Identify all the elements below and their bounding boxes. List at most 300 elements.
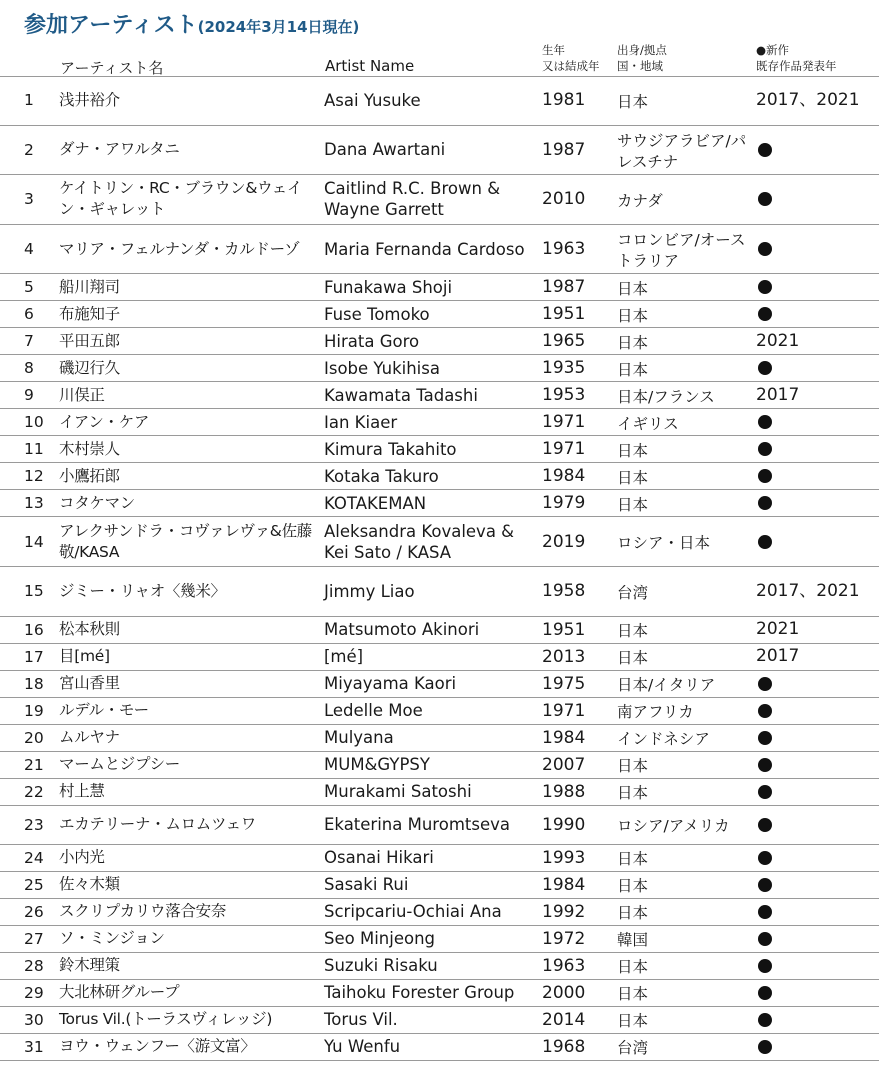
artist-origin <box>617 725 753 751</box>
artist-number-text: 2 <box>24 140 34 159</box>
artist-name-en-text: [mé] <box>324 647 364 667</box>
artist-name-en <box>324 355 538 381</box>
artist-number-text: 31 <box>24 1037 44 1056</box>
artist-year <box>542 225 612 274</box>
artist-name-jp-text: スクリプカリウ落合安奈 <box>59 902 227 921</box>
artist-number-text: 13 <box>24 494 44 513</box>
artist-year-text: 1990 <box>542 814 586 835</box>
artist-name-en <box>324 1034 538 1060</box>
artist-number <box>24 76 50 125</box>
artist-name-jp-text: 目[mé] <box>59 647 110 666</box>
artist-work-text: 2017、2021 <box>756 89 860 110</box>
artist-origin <box>617 872 753 898</box>
artist-origin-text: 日本 <box>617 784 649 803</box>
artist-name-jp <box>59 409 321 435</box>
artist-origin-text: ロシア/アメリカ <box>617 817 730 836</box>
header-name-en: Artist Name <box>325 57 415 75</box>
artist-year-text: 1972 <box>542 928 586 949</box>
artist-name-jp <box>59 779 321 805</box>
artist-year-text: 1951 <box>542 619 586 640</box>
artist-origin <box>617 409 753 435</box>
artist-year <box>542 463 612 489</box>
artist-name-en-text: Ledelle Moe <box>324 701 423 721</box>
artist-name-jp-text: 川俣正 <box>59 385 105 404</box>
artist-name-en <box>324 926 538 952</box>
artist-origin <box>617 1034 753 1060</box>
artist-name-en <box>324 301 538 327</box>
artist-name-en-text: Isobe Yukihisa <box>324 358 440 378</box>
artist-origin <box>617 1007 753 1033</box>
artist-year-text: 1992 <box>542 901 586 922</box>
artist-name-en-text: Osanai Hikari <box>324 848 434 868</box>
artist-origin-text: 日本 <box>617 850 649 869</box>
artist-name-en <box>324 698 538 724</box>
artist-name-jp <box>59 926 321 952</box>
artist-number-text: 21 <box>24 755 44 774</box>
artist-origin <box>617 301 753 327</box>
artist-year-text: 2007 <box>542 754 586 775</box>
artist-origin <box>617 382 753 408</box>
artist-work <box>756 671 874 697</box>
artist-name-jp-text: 木村崇人 <box>59 439 120 458</box>
artist-year <box>542 926 612 952</box>
artist-name-en <box>324 752 538 778</box>
artist-year <box>542 76 612 125</box>
artist-name-jp <box>59 617 321 643</box>
artist-name-jp <box>59 436 321 462</box>
artist-name-en-text: KOTAKEMAN <box>324 493 427 513</box>
artist-origin <box>617 490 753 516</box>
artist-name-en-text: Caitlind R.C. Brown & Wayne Garrett <box>324 179 501 220</box>
artist-number-text: 28 <box>24 956 44 975</box>
header-work-line2: 既存作品発表年 <box>756 59 837 73</box>
artist-number-text: 15 <box>24 582 44 601</box>
artist-number-text: 30 <box>24 1010 44 1029</box>
artist-origin <box>617 980 753 1006</box>
table-row <box>0 845 879 872</box>
artist-origin-text: カナダ <box>617 191 663 210</box>
artist-number <box>24 671 50 697</box>
artist-name-jp-text: 船川翔司 <box>59 277 120 296</box>
artist-year <box>542 845 612 871</box>
artist-year-text: 1963 <box>542 955 586 976</box>
table-row <box>0 872 879 899</box>
artist-origin-text: 日本/フランス <box>617 387 715 406</box>
table-row <box>0 175 879 225</box>
artist-origin-text: ロシア・日本 <box>617 534 711 553</box>
artist-name-en <box>324 980 538 1006</box>
artist-name-jp-text: ヨウ・ウェンフー〈游文富〉 <box>59 1037 256 1056</box>
artist-number <box>24 409 50 435</box>
artist-origin <box>617 806 753 844</box>
artist-number-text: 23 <box>24 815 44 834</box>
artist-name-en-text: Kimura Takahito <box>324 439 457 459</box>
artist-number <box>24 926 50 952</box>
table-row <box>0 1034 879 1061</box>
artist-name-en <box>324 872 538 898</box>
artist-year-text: 1975 <box>542 673 586 694</box>
new-work-dot-icon <box>758 731 772 745</box>
artist-year <box>542 899 612 925</box>
artist-number <box>24 617 50 643</box>
table-row <box>0 752 879 779</box>
new-work-dot-icon <box>758 361 772 375</box>
artist-name-en <box>324 436 538 462</box>
artist-year <box>542 725 612 751</box>
table-row <box>0 382 879 409</box>
artist-number-text: 14 <box>24 532 44 551</box>
artist-origin <box>617 617 753 643</box>
artist-origin <box>617 698 753 724</box>
artist-number <box>24 328 50 354</box>
artist-work-text: 2021 <box>756 330 800 351</box>
artist-year <box>542 671 612 697</box>
artist-number <box>24 872 50 898</box>
artist-number <box>24 382 50 408</box>
artist-name-en-text: Jimmy Liao <box>324 581 415 601</box>
artist-work-text: 2021 <box>756 619 800 640</box>
artist-origin-text: 日本 <box>617 360 649 379</box>
artist-name-en-text: Ekaterina Muromtseva <box>324 815 510 835</box>
new-work-dot-icon <box>758 143 772 157</box>
artist-name-jp <box>59 328 321 354</box>
artist-origin <box>617 953 753 979</box>
artist-name-en <box>324 806 538 844</box>
artist-number <box>24 899 50 925</box>
artist-name-en <box>324 517 538 566</box>
artist-origin <box>617 175 753 224</box>
artist-name-jp-text: コタケマン <box>59 493 136 512</box>
artist-name-jp <box>59 175 321 224</box>
artist-name-jp-text: アレクサンドラ・コヴァレヴァ&佐藤敬/KASA <box>59 521 312 561</box>
table-row <box>0 1007 879 1034</box>
artist-origin <box>617 76 753 125</box>
table-row <box>0 980 879 1007</box>
artist-name-en <box>324 899 538 925</box>
artist-name-jp-text: エカテリーナ・ムロムツェワ <box>59 815 256 834</box>
artist-number <box>24 1007 50 1033</box>
new-work-dot-icon <box>758 415 772 429</box>
artist-name-jp <box>59 980 321 1006</box>
artist-name-en-text: Mulyana <box>324 728 394 748</box>
artist-number-text: 6 <box>24 305 34 324</box>
artist-name-jp <box>59 671 321 697</box>
new-work-dot-icon <box>758 677 772 691</box>
new-work-dot-icon <box>758 785 772 799</box>
artist-name-jp <box>59 1007 321 1033</box>
artist-name-jp <box>59 899 321 925</box>
artist-name-en-text: Ian Kiaer <box>324 412 398 432</box>
artist-number-text: 29 <box>24 983 44 1002</box>
new-work-dot-icon <box>758 535 772 549</box>
artist-year-text: 1987 <box>542 139 586 160</box>
table-row <box>0 436 879 463</box>
artist-origin <box>617 644 753 670</box>
artist-number-text: 12 <box>24 467 44 486</box>
artist-year-text: 1971 <box>542 412 586 433</box>
artist-name-en-text: Yu Wenfu <box>324 1037 401 1057</box>
artist-origin <box>617 328 753 354</box>
artist-origin <box>617 926 753 952</box>
new-work-dot-icon <box>758 758 772 772</box>
artist-name-jp-text: 鈴木理策 <box>59 956 120 975</box>
artist-origin-text: 日本 <box>617 757 649 776</box>
artist-number-text: 10 <box>24 413 44 432</box>
artist-name-jp <box>59 1034 321 1060</box>
artist-name-en <box>324 779 538 805</box>
artist-name-jp-text: ソ・ミンジョン <box>59 929 165 948</box>
artist-number-text: 5 <box>24 278 34 297</box>
artist-origin-text: 日本 <box>617 877 649 896</box>
new-work-dot-icon <box>758 704 772 718</box>
artist-number-text: 26 <box>24 902 44 921</box>
table-row <box>0 644 879 671</box>
artist-year <box>542 1007 612 1033</box>
artist-name-en-text: Matsumoto Akinori <box>324 620 480 640</box>
new-work-dot-icon <box>758 242 772 256</box>
artist-number <box>24 752 50 778</box>
artist-year-text: 1981 <box>542 90 586 111</box>
header-year-line1: 生年 <box>542 43 565 57</box>
artist-year <box>542 698 612 724</box>
artist-number <box>24 463 50 489</box>
table-row <box>0 517 879 567</box>
artist-year <box>542 644 612 670</box>
artist-origin <box>617 671 753 697</box>
artist-name-en-text: Maria Fernanda Cardoso <box>324 239 525 259</box>
artist-number-text: 7 <box>24 332 34 351</box>
artist-number-text: 1 <box>24 91 34 110</box>
artist-origin <box>617 463 753 489</box>
artist-year <box>542 617 612 643</box>
artist-name-jp <box>59 382 321 408</box>
artist-name-jp-text: ムルヤナ <box>59 728 120 747</box>
artist-work <box>756 355 874 381</box>
artist-number-text: 17 <box>24 647 44 666</box>
artist-name-en <box>324 76 538 125</box>
artist-year-text: 2013 <box>542 646 586 667</box>
artist-name-jp <box>59 355 321 381</box>
new-work-dot-icon <box>758 932 772 946</box>
artist-number <box>24 225 50 274</box>
artist-work <box>756 725 874 751</box>
artist-name-jp <box>59 698 321 724</box>
artist-name-en <box>324 567 538 616</box>
artist-year <box>542 953 612 979</box>
artist-name-jp-text: イアン・ケア <box>59 412 150 431</box>
artist-year-text: 1984 <box>542 727 586 748</box>
artist-work-text: 2017、2021 <box>756 580 860 601</box>
artist-number-text: 3 <box>24 190 34 209</box>
artist-origin <box>617 355 753 381</box>
new-work-dot-icon <box>758 442 772 456</box>
artist-year <box>542 355 612 381</box>
artist-number <box>24 517 50 566</box>
artist-origin-text: イギリス <box>617 414 679 433</box>
artist-number-text: 19 <box>24 701 44 720</box>
artist-name-jp <box>59 806 321 844</box>
artist-origin <box>617 517 753 566</box>
table-row <box>0 355 879 382</box>
artist-number-text: 24 <box>24 848 44 867</box>
artist-year <box>542 806 612 844</box>
artist-year-text: 2000 <box>542 982 586 1003</box>
artist-name-jp <box>59 225 321 274</box>
artist-number <box>24 126 50 175</box>
artist-number-text: 9 <box>24 386 34 405</box>
artist-name-en-text: Murakami Satoshi <box>324 782 472 802</box>
artist-year-text: 1971 <box>542 439 586 460</box>
artist-number <box>24 980 50 1006</box>
artist-work <box>756 463 874 489</box>
title-main: 参加アーティスト <box>24 13 198 38</box>
artist-number <box>24 175 50 224</box>
artist-number-text: 4 <box>24 240 34 259</box>
artist-origin-text: 日本 <box>617 333 649 352</box>
artist-year <box>542 436 612 462</box>
artist-name-jp-text: 松本秋則 <box>59 620 120 639</box>
artist-year <box>542 1034 612 1060</box>
artist-number <box>24 490 50 516</box>
artist-origin-text: 日本 <box>617 441 649 460</box>
artist-year-text: 1968 <box>542 1036 586 1057</box>
artist-name-jp <box>59 76 321 125</box>
artist-name-jp-text: 大北林研グループ <box>59 983 180 1002</box>
table-row <box>0 76 879 126</box>
artist-year <box>542 409 612 435</box>
artist-year <box>542 328 612 354</box>
artist-work <box>756 953 874 979</box>
artist-origin <box>617 126 753 175</box>
artist-name-en <box>324 175 538 224</box>
artist-work <box>756 926 874 952</box>
artist-name-en-text: Sasaki Rui <box>324 875 409 895</box>
artist-origin-text: 日本 <box>617 279 649 298</box>
artist-name-en <box>324 274 538 300</box>
artist-work <box>756 76 874 125</box>
artist-origin-text: 日本 <box>617 649 649 668</box>
artist-number <box>24 698 50 724</box>
new-work-dot-icon <box>758 1013 772 1027</box>
artist-name-en <box>324 382 538 408</box>
artist-year <box>542 382 612 408</box>
artist-number-text: 8 <box>24 359 34 378</box>
artist-origin-text: 南アフリカ <box>617 703 694 722</box>
artist-name-en <box>324 617 538 643</box>
artist-origin-text: 日本 <box>617 306 649 325</box>
artist-origin-text: 日本 <box>617 958 649 977</box>
new-work-dot-icon <box>758 818 772 832</box>
artist-number <box>24 806 50 844</box>
artist-number <box>24 1034 50 1060</box>
artist-name-jp-text: 平田五郎 <box>59 331 120 350</box>
artist-work <box>756 126 874 175</box>
artist-name-en-text: Suzuki Risaku <box>324 956 438 976</box>
header-work-line1: ●新作 <box>756 43 790 57</box>
artist-year <box>542 752 612 778</box>
artist-origin <box>617 274 753 300</box>
artist-origin-text: 日本 <box>617 468 649 487</box>
new-work-dot-icon <box>758 307 772 321</box>
artist-origin <box>617 845 753 871</box>
artist-origin-text: 台湾 <box>617 583 649 602</box>
artist-work <box>756 490 874 516</box>
artist-work-text: 2017 <box>756 384 800 405</box>
artist-work <box>756 567 874 616</box>
artist-year-text: 1935 <box>542 358 586 379</box>
artist-name-jp <box>59 274 321 300</box>
artist-year-text: 1984 <box>542 874 586 895</box>
artist-name-en <box>324 845 538 871</box>
artist-year-text: 1993 <box>542 847 586 868</box>
artist-name-jp <box>59 872 321 898</box>
artist-work-text: 2017 <box>756 646 800 667</box>
new-work-dot-icon <box>758 851 772 865</box>
artist-number <box>24 567 50 616</box>
artist-name-jp-text: 磯辺行久 <box>59 358 120 377</box>
artist-name-jp-text: ジミー・リャオ〈幾米〉 <box>59 581 226 600</box>
artist-name-jp <box>59 126 321 175</box>
artist-name-en <box>324 490 538 516</box>
artist-origin-text: 日本 <box>617 622 649 641</box>
artist-work <box>756 872 874 898</box>
artist-work <box>756 328 874 354</box>
artist-origin-text: 日本/イタリア <box>617 676 716 695</box>
artist-work <box>756 225 874 274</box>
artist-origin-text: 韓国 <box>617 931 649 950</box>
new-work-dot-icon <box>758 1040 772 1054</box>
artist-year-text: 2019 <box>542 531 586 552</box>
page-title <box>24 8 359 39</box>
artist-name-jp <box>59 517 321 566</box>
artist-year <box>542 490 612 516</box>
artist-name-jp-text: マームとジプシー <box>59 755 180 774</box>
artist-work <box>756 617 874 643</box>
artist-name-en-text: Torus Vil. <box>324 1010 398 1030</box>
artist-number <box>24 355 50 381</box>
artist-name-en <box>324 328 538 354</box>
header-year <box>542 42 600 74</box>
artist-work <box>756 698 874 724</box>
artist-name-en-text: Taihoku Forester Group <box>324 983 515 1003</box>
table-row <box>0 725 879 752</box>
artist-work <box>756 274 874 300</box>
table-row <box>0 671 879 698</box>
artist-work <box>756 1034 874 1060</box>
artist-name-jp <box>59 845 321 871</box>
artist-work <box>756 845 874 871</box>
artist-name-en <box>324 225 538 274</box>
artist-year-text: 1963 <box>542 239 586 260</box>
table-header <box>0 40 879 77</box>
artist-name-en <box>324 644 538 670</box>
table-row <box>0 126 879 176</box>
artist-work <box>756 436 874 462</box>
artist-name-jp-text: 村上慧 <box>59 782 105 801</box>
new-work-dot-icon <box>758 192 772 206</box>
artist-work <box>756 752 874 778</box>
artist-name-jp-text: ケイトリン・RC・ブラウン&ウェイン・ギャレット <box>59 179 303 219</box>
artist-name-en-text: Kawamata Tadashi <box>324 385 478 405</box>
table-row <box>0 698 879 725</box>
table-row <box>0 617 879 644</box>
artist-name-en <box>324 671 538 697</box>
table-row <box>0 490 879 517</box>
artist-name-en <box>324 126 538 175</box>
artist-year <box>542 126 612 175</box>
artist-number-text: 11 <box>24 440 44 459</box>
artist-number <box>24 725 50 751</box>
